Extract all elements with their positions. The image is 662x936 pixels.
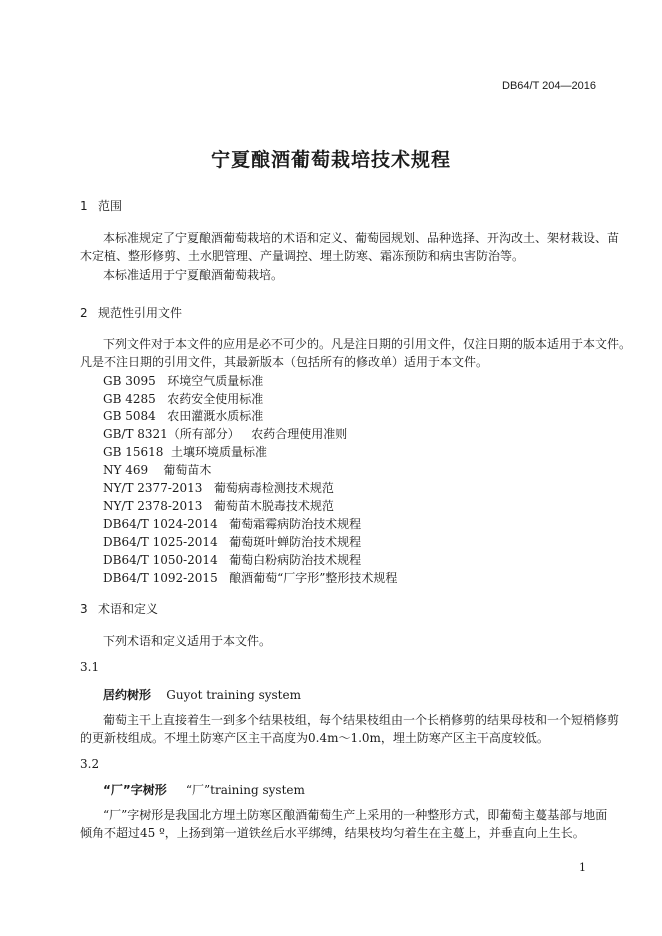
term-english: Guyot training system bbox=[166, 688, 301, 702]
document-title: 宁夏酿酒葡萄栽培技术规程 bbox=[210, 149, 451, 171]
reference-code: GB 15618 bbox=[103, 445, 164, 459]
reference-item bbox=[103, 443, 267, 460]
scope-paragraph-line: 本标准规定了宁夏酿酒葡萄栽培的术语和定义、葡萄园规划、品种选择、开沟改土、架材栽设、苗 bbox=[103, 231, 620, 245]
scope-paragraph-line: 木定植、整形修剪、土水肥管理、产量调控、埋土防寒、霜冻预防和病虫害防治等。 bbox=[80, 249, 525, 263]
section-number: 2 bbox=[80, 306, 88, 320]
reference-item bbox=[103, 479, 334, 496]
term-heading bbox=[103, 686, 301, 703]
term-definition-line: 倾角不超过45 º，上扬到第一道铁丝后水平绑缚，结果枝均匀着生在主蔓上，并垂直向上生长。 bbox=[80, 826, 585, 840]
reference-title: 农田灌溉水质标准 bbox=[167, 409, 264, 423]
reference-item bbox=[103, 551, 361, 568]
reference-title: 土壤环境质量标准 bbox=[171, 445, 268, 459]
reference-title: 葡萄苗木脱毒技术规范 bbox=[213, 499, 334, 513]
reference-item bbox=[103, 407, 263, 424]
reference-item bbox=[103, 515, 361, 532]
reference-item bbox=[103, 497, 334, 514]
reference-title: 葡萄斑叶蝉防治技术规程 bbox=[229, 535, 362, 549]
terms-intro: 下列术语和定义适用于本文件。 bbox=[103, 634, 272, 648]
reference-item bbox=[103, 533, 361, 550]
reference-title: 环境空气质量标准 bbox=[167, 374, 264, 388]
reference-item bbox=[103, 425, 347, 442]
reference-title: 农药安全使用标准 bbox=[167, 392, 264, 406]
section-3-heading bbox=[80, 600, 158, 617]
term-number: 3.2 bbox=[80, 757, 100, 771]
reference-code: DB64/T 1050-2014 bbox=[103, 553, 218, 567]
reference-code: DB64/T 1025-2014 bbox=[103, 535, 218, 549]
standard-code: DB64/T 204—2016 bbox=[502, 80, 596, 92]
reference-code: DB64/T 1024-2014 bbox=[103, 517, 218, 531]
reference-title: 农药合理使用准则 bbox=[251, 427, 348, 441]
term-definition-line: 的更新枝组成。不埋土防寒产区主干高度为0.4m～1.0m，埋土防寒产区主干高度较低。 bbox=[80, 731, 549, 745]
references-intro-line: 凡是不注日期的引用文件，其最新版本（包括所有的修改单）适用于本文件。 bbox=[80, 355, 489, 369]
scope-applicability: 本标准适用于宁夏酿酒葡萄栽培。 bbox=[103, 268, 284, 282]
reference-code: GB 5084 bbox=[103, 409, 156, 423]
term-definition-line: “厂”字树形是我国北方埋土防寒区酿酒葡萄生产上采用的一种整形方式，即葡萄主蔓基部与地面 bbox=[103, 808, 608, 822]
term-english: “厂”training system bbox=[185, 783, 305, 797]
term-number: 3.1 bbox=[80, 660, 100, 674]
term-heading bbox=[103, 781, 305, 798]
reference-code: NY/T 2378-2013 bbox=[103, 499, 203, 513]
term-chinese: “厂”字树形 bbox=[103, 783, 167, 797]
reference-code: NY/T 2377-2013 bbox=[103, 481, 203, 495]
reference-code: NY 469 bbox=[103, 463, 149, 477]
reference-item bbox=[103, 461, 211, 478]
reference-item bbox=[103, 569, 397, 586]
section-title: 规范性引用文件 bbox=[98, 306, 183, 320]
reference-code: GB 4285 bbox=[103, 392, 156, 406]
section-1-heading bbox=[80, 197, 122, 214]
reference-title: 葡萄霜霉病防治技术规程 bbox=[229, 517, 362, 531]
section-number: 3 bbox=[80, 602, 88, 616]
reference-title: 葡萄苗木 bbox=[163, 463, 212, 477]
reference-code: DB64/T 1092-2015 bbox=[103, 571, 218, 585]
reference-code: GB/T 8321（所有部分） bbox=[103, 427, 240, 441]
section-title: 范围 bbox=[98, 199, 123, 213]
section-number: 1 bbox=[80, 199, 88, 213]
reference-title: 葡萄病毒检测技术规范 bbox=[213, 481, 334, 495]
reference-item bbox=[103, 372, 263, 389]
reference-item bbox=[103, 390, 263, 407]
reference-title: 酿酒葡萄“厂字形”整形技术规程 bbox=[229, 571, 398, 585]
section-title: 术语和定义 bbox=[98, 602, 159, 616]
term-chinese: 居约树形 bbox=[103, 688, 152, 702]
term-definition-line: 葡萄主干上直接着生一到多个结果枝组，每个结果枝组由一个长梢修剪的结果母枝和一个短梢修剪 bbox=[103, 713, 620, 727]
section-2-heading bbox=[80, 304, 182, 321]
reference-title: 葡萄白粉病防治技术规程 bbox=[229, 553, 362, 567]
page-number: 1 bbox=[579, 861, 586, 874]
reference-code: GB 3095 bbox=[103, 374, 156, 388]
references-intro-line: 下列文件对于本文件的应用是必不可少的。凡是注日期的引用文件，仅注日期的版本适用于本文件。 bbox=[103, 337, 632, 351]
